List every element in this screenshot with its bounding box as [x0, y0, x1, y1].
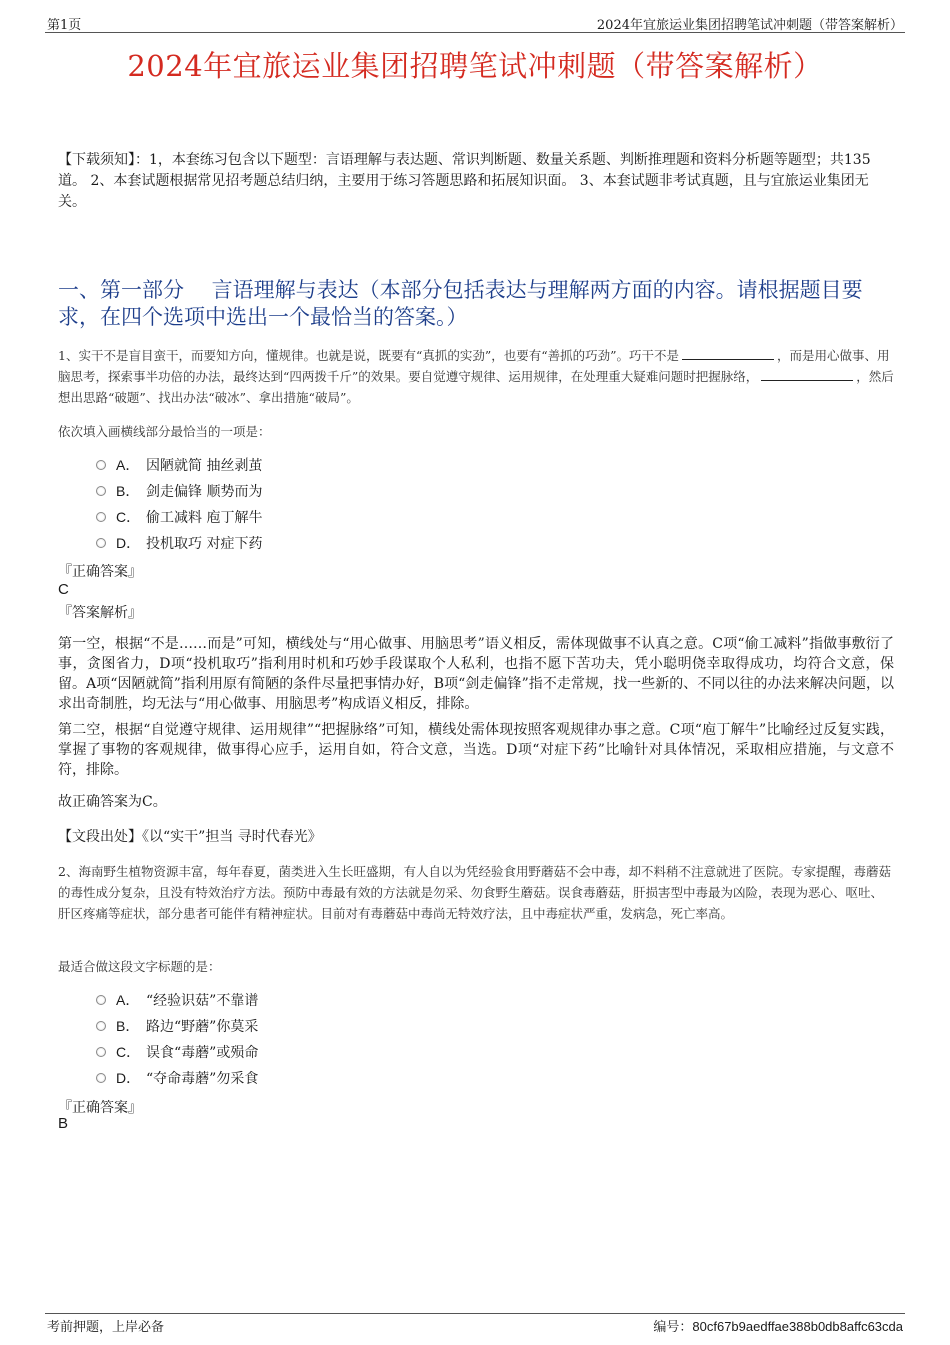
question-1-options	[96, 452, 262, 556]
analysis-paragraph-1: 第一空，根据“不是……而是”可知，横线处与“用心做事、用脑思考”语义相反，需体现做事不认真之意。C项“偷工减料”指做事敷衍了事，贪图省力，D项“投机取巧”指利用时机和巧妙手段谋取个人私利，也指不愿下苦功夫，凭小聪明侥幸取得成功，均符合文意，保留。A项“因陋就简”指利用原有简陋的条件尽量把事情办好，B项“剑走偏锋”指不走常规，找一些新的、不同以往的办法来解决问题，以求出奇制胜，均无法与“用心做事、用脑思考”构成语义相反，排除。	[58, 636, 894, 712]
option-letter: D．	[116, 535, 141, 551]
option-letter: D．	[116, 1070, 141, 1086]
question-1-text-b: ，而是用心做事、用脑思考，探索事半功倍的办法，最终达到“四两拨千斤”的效果。要自觉遵守规律、运用规律，在处理重大疑难问题时把握脉络，	[58, 348, 890, 384]
option-text: “经验识菇”不靠谱	[146, 993, 259, 1009]
radio-icon[interactable]	[96, 538, 106, 548]
radio-icon[interactable]	[96, 995, 106, 1005]
code-value: 80cf67b9aedffae388b0db8affc63cda	[692, 1319, 903, 1334]
page-header	[45, 14, 905, 33]
footer-slogan: 考前押题，上岸必备	[47, 1320, 165, 1335]
question-1-text-a: 1、实干不是盲目蛮干，而要知方向，懂规律。也就是说，既要有“真抓的实劲”，也要有“善抓的巧劲”。巧干不是	[58, 348, 680, 363]
option-d[interactable]	[96, 530, 262, 556]
option-d[interactable]	[96, 1065, 258, 1091]
radio-icon[interactable]	[96, 1047, 106, 1057]
radio-icon[interactable]	[96, 512, 106, 522]
page-number: 第1页	[47, 18, 82, 33]
question-2-options	[96, 987, 258, 1091]
option-c[interactable]	[96, 504, 262, 530]
option-b[interactable]	[96, 1013, 258, 1039]
option-text: “夺命毒蘑”勿采食	[146, 1071, 259, 1087]
radio-icon[interactable]	[96, 1073, 106, 1083]
code-label: 编号：	[653, 1320, 693, 1335]
answer-label: 『正确答案』	[58, 564, 142, 580]
option-letter: A．	[116, 992, 140, 1008]
option-text: 投机取巧 对症下药	[146, 536, 263, 552]
option-a[interactable]	[96, 987, 258, 1013]
radio-icon[interactable]	[96, 1021, 106, 1031]
question-1-text	[58, 345, 895, 408]
option-a[interactable]	[96, 452, 262, 478]
download-notice: 【下载须知】：1，本套练习包含以下题型：言语理解与表达题、常识判断题、数量关系题、判断推理题和资料分析题等题型；共135道。 2、本套试题根据常见招考题总结归纳，主要用于练习答题思路和拓展知识面。 3、本套试题非考试真题，且与宜旅运业集团无关。	[58, 152, 871, 210]
option-text: 路边“野蘑”你莫采	[146, 1019, 259, 1035]
option-letter: B．	[116, 483, 140, 499]
analysis-label: 『答案解析』	[58, 605, 142, 621]
document-code	[653, 1316, 903, 1335]
correct-answer: B	[58, 1115, 69, 1132]
analysis-conclusion: 故正确答案为C。	[58, 794, 167, 810]
answer-blank-1	[682, 347, 774, 360]
option-letter: A．	[116, 457, 140, 473]
option-letter: B．	[116, 1018, 140, 1034]
answer-label: 『正确答案』	[58, 1100, 142, 1116]
radio-icon[interactable]	[96, 460, 106, 470]
page-footer	[45, 1313, 905, 1334]
question-2-prompt: 最适合做这段文字标题的是：	[58, 959, 221, 974]
radio-icon[interactable]	[96, 486, 106, 496]
question-1-text-c: ，然后想出思路“破题”、找出办法“破冰”、拿出措施“破局”。	[58, 369, 894, 405]
header-doc-title: 2024年宜旅运业集团招聘笔试冲刺题（带答案解析）	[596, 18, 903, 33]
option-text: 剑走偏锋 顺势而为	[146, 484, 263, 500]
question-2-text: 2、海南野生植物资源丰富，每年春夏，菌类进入生长旺盛期，有人自以为凭经验食用野蘑菇不会中毒，却不料稍不注意就进了医院。专家提醒，毒蘑菇的毒性成分复杂，且没有特效治疗方法。预防中毒最有效的方法就是勿采、勿食野生蘑菇。误食毒蘑菇，肝损害型中毒最为凶险，表现为恶心、呕吐、肝区疼痛等症状，部分患者可能伴有精神症状。目前对有毒蘑菇中毒尚无特效疗法，且中毒症状严重，发病急，死亡率高。	[58, 864, 891, 921]
question-1-prompt: 依次填入画横线部分最恰当的一项是：	[58, 424, 271, 439]
answer-blank-2	[761, 368, 853, 381]
page-title: 2024年宜旅运业集团招聘笔试冲刺题（带答案解析）	[127, 49, 823, 83]
option-text: 误食“毒蘑”或殒命	[146, 1045, 259, 1061]
correct-answer: C	[58, 581, 69, 598]
section-heading: 一、第一部分 言语理解与表达（本部分包括表达与理解两方面的内容。请根据题目要求，在四个选项中选出一个最恰当的答案。）	[58, 278, 863, 329]
option-c[interactable]	[96, 1039, 258, 1065]
option-text: 偷工减料 庖丁解牛	[146, 510, 263, 526]
option-text: 因陋就简 抽丝剥茧	[146, 458, 263, 474]
source-note: 【文段出处】《以“实干”担当 寻时代春光》	[58, 829, 322, 845]
option-letter: C．	[116, 1044, 141, 1060]
option-letter: C．	[116, 509, 141, 525]
option-b[interactable]	[96, 478, 262, 504]
analysis-paragraph-2: 第二空，根据“自觉遵守规律、运用规律”“把握脉络”可知，横线处需体现按照客观规律办事之意。C项“庖丁解牛”比喻经过反复实践，掌握了事物的客观规律，做事得心应手，运用自如，符合文意，当选。D项“对症下药”比喻针对具体情况，采取相应措施，与文意不符，排除。	[58, 722, 894, 778]
